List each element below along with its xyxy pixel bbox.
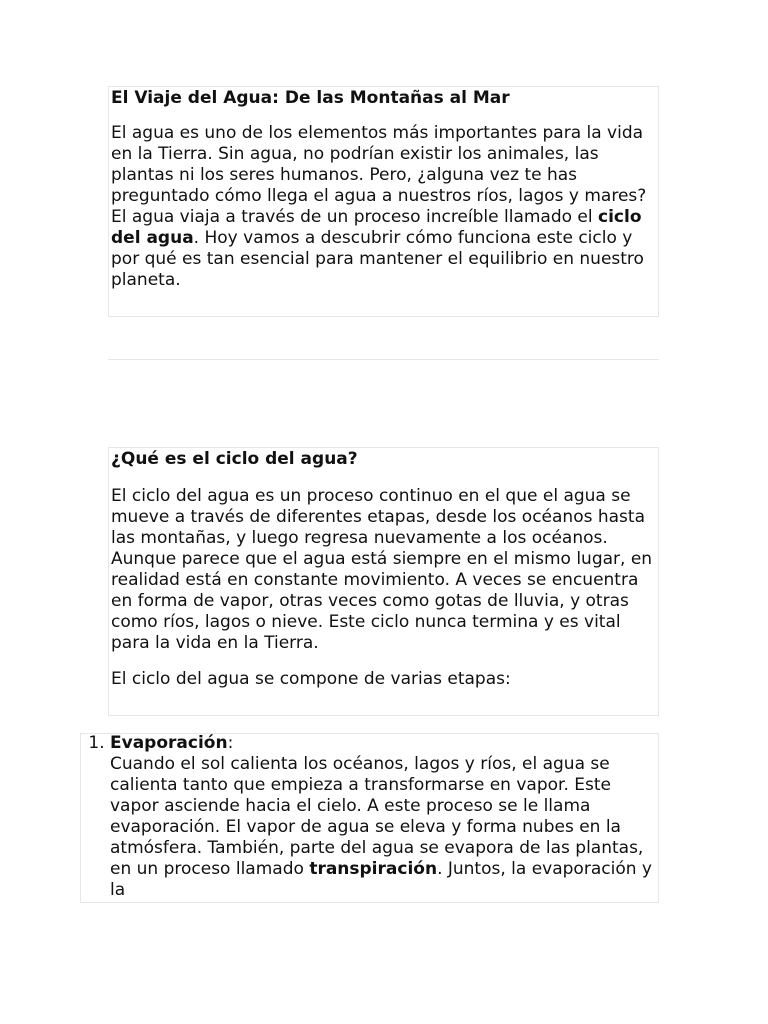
intro-paragraph [111, 123, 656, 291]
step-text-before: Cuando el sol calienta los océanos, lagos y ríos, el agua se calienta tanto que empieza a transformarse en vapor. Este vapor asciende hacia el cielo. A este proceso se le llama evaporación. El vapor de agua se eleva y forma nubes en la atmósfera. También, parte del agua se evapora de las plantas, en un proceso llamado [110, 754, 644, 879]
ciclo-paragraph-1: El ciclo del agua es un proceso continuo en el que el agua se mueve a través de diferentes etapas, desde los océanos hasta las montañas, y luego regresa nuevamente a los océanos. Aunque parece que el agua está siempre en el mismo lugar, en realidad está en constante movimiento. A veces se encuentra en forma de vapor, otras veces como gotas de lluvia, y otras como ríos, lagos o nieve. Este ciclo nunca termina y es vital para la vida en la Tierra. [111, 486, 653, 653]
intro-text-after: . Hoy vamos a descubrir cómo funciona este ciclo y por qué es tan esencial para mantener el equilibrio en nuestro planeta. [111, 228, 644, 290]
steps-list [81, 733, 658, 901]
intro-text-bold: ciclo del agua [111, 207, 642, 248]
ciclo-section [108, 447, 659, 716]
ciclo-paragraph-2: El ciclo del agua se compone de varias etapas: [111, 669, 511, 689]
step-title-suffix: : [227, 733, 234, 753]
list-item [110, 733, 658, 901]
ciclo-title: ¿Qué es el ciclo del agua? [111, 449, 358, 469]
steps-section [80, 733, 659, 903]
step-title: Evaporación [110, 733, 228, 753]
step-text-after: . Juntos, la evaporación y la [110, 859, 652, 900]
step-text-bold: transpiración [309, 859, 438, 879]
intro-title: El Viaje del Agua: De las Montañas al Mar [111, 88, 510, 108]
intro-section [108, 86, 659, 317]
intro-text-before: El agua es uno de los elementos más importantes para la vida en la Tierra. Sin agua, no podrían existir los animales, las plantas ni los seres humanos. Pero, ¿alguna vez te has preguntado cómo llega el agua a nuestros ríos, lagos y mares? El agua viaja a través de un proceso increíble llamado el [111, 123, 647, 227]
section-divider [108, 359, 659, 360]
